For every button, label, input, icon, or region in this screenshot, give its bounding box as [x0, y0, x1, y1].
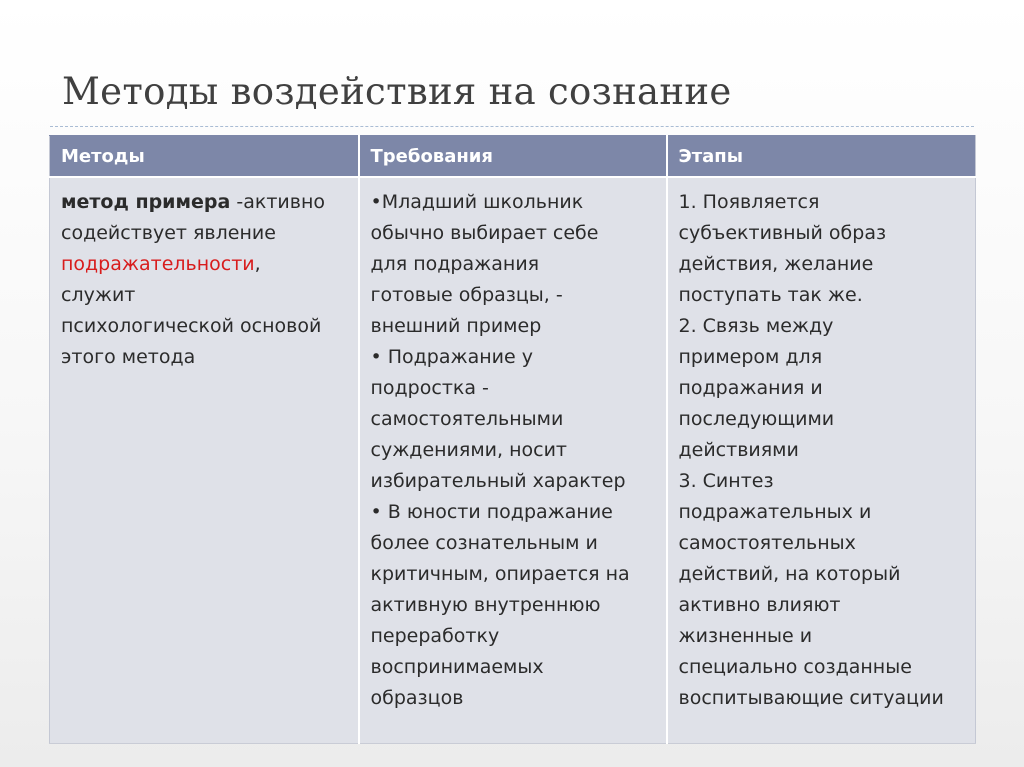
requirements-line: воспринимаемых — [370, 656, 544, 678]
requirements-line: образцов — [370, 687, 464, 709]
methods-table — [49, 135, 976, 744]
requirements-line: самостоятельными — [370, 408, 564, 430]
stages-line: действий, на который — [678, 563, 901, 585]
stages-line: подражания и — [678, 377, 823, 399]
stages-line: последующими — [678, 408, 835, 430]
methods-line: служит — [61, 284, 136, 306]
highlight-suffix: , — [254, 253, 261, 275]
table-row — [50, 177, 976, 744]
stages-line: активно влияют — [678, 594, 841, 616]
cell-requirements — [359, 177, 667, 744]
requirements-line: обычно выбирает себе — [370, 222, 599, 244]
requirements-line: суждениями, носит — [370, 439, 568, 461]
stages-line: примером для — [678, 346, 823, 368]
requirements-line: • Подражание у — [370, 346, 534, 368]
requirements-line: подростка - — [370, 377, 489, 399]
table-header-row — [50, 136, 976, 178]
requirements-line: готовые образцы, - — [370, 284, 563, 306]
stages-line: воспитывающие ситуации — [678, 687, 944, 709]
stages-line: действиями — [678, 439, 799, 461]
requirements-line: избирательный характер — [370, 470, 626, 492]
stages-line: самостоятельных — [678, 532, 856, 554]
methods-line — [61, 187, 352, 218]
header-stages: Этапы — [667, 136, 976, 178]
header-requirements: Требования — [359, 136, 667, 178]
requirements-line: •Младший школьник — [370, 191, 584, 213]
stages-line: специально созданные — [678, 656, 912, 678]
methods-line: этого метода — [61, 346, 196, 368]
slide-title: Методы воздействия на сознание — [62, 70, 732, 113]
methods-line: содействует явление — [61, 222, 276, 244]
method-term: метод примера — [61, 191, 231, 213]
methods-line: психологической основой — [61, 315, 322, 337]
cell-stages — [667, 177, 976, 744]
requirements-line: переработку — [370, 625, 500, 647]
title-divider — [50, 126, 974, 127]
method-term-suffix: -активно — [230, 191, 326, 213]
stages-line: 1. Появляется — [678, 191, 820, 213]
requirements-line: для подражания — [370, 253, 540, 275]
requirements-line: внешний пример — [370, 315, 542, 337]
stages-line: жизненные и — [678, 625, 813, 647]
methods-line — [61, 249, 352, 280]
stages-line: субъективный образ — [678, 222, 887, 244]
requirements-line: критичным, опирается на — [370, 563, 630, 585]
stages-line: поступать так же. — [678, 284, 863, 306]
requirements-line: активную внутреннюю — [370, 594, 601, 616]
requirements-line: • В юности подражание — [370, 501, 613, 523]
stages-line: действия, желание — [678, 253, 874, 275]
cell-methods — [50, 177, 359, 744]
requirements-line: более сознательным и — [370, 532, 598, 554]
stages-line: 2. Связь между — [678, 315, 834, 337]
stages-line: подражательных и — [678, 501, 872, 523]
highlighted-term: подражательности — [61, 253, 255, 275]
stages-line: 3. Синтез — [678, 470, 774, 492]
header-methods: Методы — [50, 136, 359, 178]
